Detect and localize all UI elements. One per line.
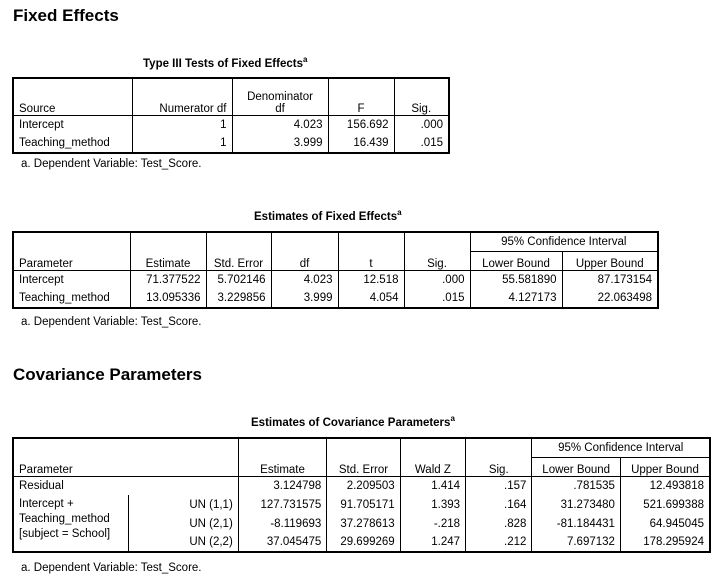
cell-sig: .015 [394, 134, 449, 153]
cell-sig: .000 [404, 270, 470, 289]
term-label: UN (2,1) [129, 514, 239, 533]
cell-std-error: 5.702146 [206, 270, 271, 289]
cell-denominator-df: 4.023 [232, 115, 328, 134]
col-header-estimate: Estimate [130, 232, 206, 270]
cell-wald-z: -.218 [400, 514, 465, 533]
table-row [13, 495, 710, 514]
table-row [13, 115, 449, 134]
col-header-parameter: Parameter [13, 232, 130, 270]
row-label: Intercept [13, 115, 132, 134]
cell-sig: .157 [466, 476, 532, 495]
cell-std-error: 3.229856 [206, 289, 271, 308]
cell-upper-bound: 12.493818 [620, 476, 710, 495]
col-header-t: t [338, 232, 404, 270]
cell-upper-bound: 87.173154 [562, 270, 658, 289]
covariance-caption: Estimates of Covariance Parameters$^a$ [251, 414, 455, 429]
estimates-caption: Estimates of Fixed Effects$^a$ [254, 208, 402, 223]
cell-estimate: 37.045475 [238, 533, 327, 552]
row-label: Teaching_method [13, 134, 132, 153]
col-header-confidence-interval: 95% Confidence Interval [470, 232, 658, 251]
cell-std-error: 29.699269 [327, 533, 400, 552]
cell-std-error: 2.209503 [327, 476, 400, 495]
col-header-parameter: Parameter [13, 438, 238, 476]
col-header-upper-bound: Upper Bound [562, 251, 658, 270]
col-header-sig: Sig. [466, 438, 532, 476]
cell-sig: .000 [394, 115, 449, 134]
table-row [13, 270, 658, 289]
table-row [13, 134, 449, 153]
covariance-estimates-table [12, 437, 711, 553]
cell-estimate: 71.377522 [130, 270, 206, 289]
cell-sig: .164 [466, 495, 532, 514]
cell-std-error: 91.705171 [327, 495, 400, 514]
col-header-source: Source [13, 78, 132, 115]
cell-estimate: 3.124798 [238, 476, 327, 495]
cell-estimate: -8.119693 [238, 514, 327, 533]
col-header-sig: Sig. [404, 232, 470, 270]
term-label: UN (1,1) [129, 495, 239, 514]
col-header-std-error: Std. Error [327, 438, 400, 476]
cell-lower-bound: .781535 [532, 476, 621, 495]
col-header-upper-bound: Upper Bound [620, 457, 710, 476]
table-header-row [13, 232, 658, 251]
col-header-confidence-interval: 95% Confidence Interval [532, 438, 710, 457]
cell-t: 4.054 [338, 289, 404, 308]
cell-lower-bound: -81.184431 [532, 514, 621, 533]
cell-f: 16.439 [328, 134, 394, 153]
cell-lower-bound: 4.127173 [470, 289, 562, 308]
cell-f: 156.692 [328, 115, 394, 134]
col-header-lower-bound: Lower Bound [470, 251, 562, 270]
cell-lower-bound: 7.697132 [532, 533, 621, 552]
group-label: Intercept + Teaching_method [subject = School] [13, 495, 129, 552]
col-header-f: F [328, 78, 394, 115]
cell-lower-bound: 55.581890 [470, 270, 562, 289]
cell-numerator-df: 1 [132, 115, 232, 134]
cell-std-error: 37.278613 [327, 514, 400, 533]
table-row [13, 476, 710, 495]
col-header-lower-bound: Lower Bound [532, 457, 621, 476]
cell-estimate: 13.095336 [130, 289, 206, 308]
cell-df: 4.023 [271, 270, 338, 289]
cell-numerator-df: 1 [132, 134, 232, 153]
term-label: UN (2,2) [129, 533, 239, 552]
type3-caption: Type III Tests of Fixed Effects$^a$ [143, 55, 308, 70]
cell-wald-z: 1.414 [400, 476, 465, 495]
col-header-std-error: Std. Error [206, 232, 271, 270]
row-label: Residual [13, 476, 238, 495]
covariance-heading: Covariance Parameters [13, 365, 203, 384]
table-header-row [13, 78, 449, 115]
fixed-estimates-table [12, 231, 659, 309]
type3-tests-table [12, 77, 450, 154]
col-header-estimate: Estimate [238, 438, 327, 476]
cell-sig: .828 [466, 514, 532, 533]
cell-df: 3.999 [271, 289, 338, 308]
cell-upper-bound: 178.295924 [620, 533, 710, 552]
table-header-row [13, 438, 710, 457]
cell-sig: .212 [466, 533, 532, 552]
cell-upper-bound: 22.063498 [562, 289, 658, 308]
cell-wald-z: 1.247 [400, 533, 465, 552]
cell-wald-z: 1.393 [400, 495, 465, 514]
estimates-footnote: a. Dependent Variable: Test_Score. [21, 316, 202, 328]
row-label: Intercept [13, 270, 130, 289]
table-row [13, 289, 658, 308]
col-header-numerator-df: Numerator df [132, 78, 232, 115]
cell-sig: .015 [404, 289, 470, 308]
col-header-wald-z: Wald Z [400, 438, 465, 476]
cell-t: 12.518 [338, 270, 404, 289]
cell-upper-bound: 521.699388 [620, 495, 710, 514]
row-label: Teaching_method [13, 289, 130, 308]
cell-upper-bound: 64.945045 [620, 514, 710, 533]
col-header-df: df [271, 232, 338, 270]
col-header-denominator-df: Denominator df [232, 78, 328, 115]
fixed-effects-heading: Fixed Effects [13, 6, 119, 25]
col-header-sig: Sig. [394, 78, 449, 115]
type3-footnote: a. Dependent Variable: Test_Score. [21, 158, 202, 170]
covariance-footnote: a. Dependent Variable: Test_Score. [21, 562, 202, 574]
cell-denominator-df: 3.999 [232, 134, 328, 153]
cell-estimate: 127.731575 [238, 495, 327, 514]
cell-lower-bound: 31.273480 [532, 495, 621, 514]
